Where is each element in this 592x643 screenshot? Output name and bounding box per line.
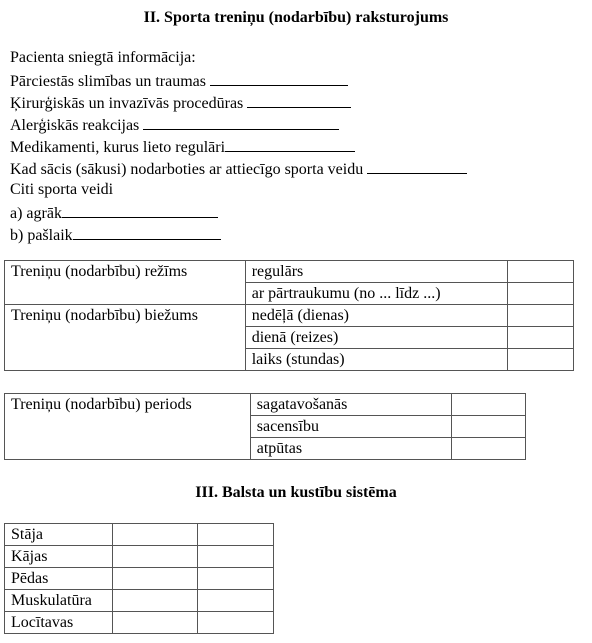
other-sports-now (10, 225, 221, 245)
field-allergic-reactions (10, 115, 339, 135)
frequency-option: nedēļā (dienas) (245, 305, 508, 327)
field-blank-line[interactable] (367, 159, 467, 174)
table-row (5, 524, 274, 546)
answer-cell[interactable] (508, 349, 574, 371)
field-surgical-procedures (10, 93, 351, 113)
answer-cell[interactable] (198, 546, 274, 568)
table-row (5, 590, 274, 612)
patient-info-intro: Pacienta sniegtā informācija: (10, 49, 196, 66)
frequency-option: laiks (stundas) (245, 349, 508, 371)
table-row (5, 394, 526, 416)
answer-cell[interactable] (452, 394, 526, 416)
field-blank-line[interactable] (210, 71, 348, 86)
field-blank-line[interactable] (73, 225, 221, 240)
other-sports-earlier (10, 203, 218, 223)
field-label: Pārciestās slimības un traumas (10, 73, 210, 90)
field-label: Kad sācis (sākusi) nodarboties ar attiecīgo sporta veidu (10, 161, 368, 178)
answer-cell[interactable] (452, 438, 526, 460)
field-sport-start (10, 159, 467, 179)
row-label: Muskulatūra (5, 590, 113, 612)
answer-cell[interactable] (112, 612, 198, 634)
training-regime-table (4, 260, 574, 371)
training-period-table (4, 393, 526, 460)
field-label: Medikamenti, kurus lieto regulāri (10, 139, 226, 156)
answer-cell[interactable] (198, 568, 274, 590)
answer-cell[interactable] (198, 590, 274, 612)
answer-cell[interactable] (112, 568, 198, 590)
period-option: sacensību (250, 416, 452, 438)
musculoskeletal-table (4, 523, 274, 634)
row-label: Stāja (5, 524, 113, 546)
answer-cell[interactable] (198, 524, 274, 546)
row-label: Kājas (5, 546, 113, 568)
field-blank-line[interactable] (62, 203, 218, 218)
answer-cell[interactable] (508, 261, 574, 283)
other-sports-label: Citi sporta veidi (10, 181, 114, 198)
answer-cell[interactable] (112, 590, 198, 612)
period-label: Treniņu (nodarbību) periods (5, 394, 251, 460)
table-row (5, 612, 274, 634)
field-blank-line[interactable] (143, 115, 339, 130)
field-label: Ķirurģiskās un invazīvās procedūras (10, 95, 248, 112)
field-label: a) agrāk (10, 205, 62, 222)
answer-cell[interactable] (112, 524, 198, 546)
row-label: Pēdas (5, 568, 113, 590)
period-option: atpūtas (250, 438, 452, 460)
regime-label: Treniņu (nodarbību) režīms (5, 261, 246, 305)
table-row (5, 568, 274, 590)
field-illnesses-injuries (10, 71, 348, 91)
field-label: b) pašlaik (10, 227, 73, 244)
table-row (5, 305, 574, 327)
section-3-title: III. Balsta un kustību sistēma (195, 484, 397, 501)
table-row (5, 261, 574, 283)
regime-option: regulārs (245, 261, 508, 283)
field-regular-medications (10, 137, 355, 157)
row-label: Locītavas (5, 612, 113, 634)
answer-cell[interactable] (508, 283, 574, 305)
table-row (5, 546, 274, 568)
section-2-title: II. Sporta treniņu (nodarbību) raksturojums (143, 9, 449, 26)
answer-cell[interactable] (508, 305, 574, 327)
frequency-label: Treniņu (nodarbību) biežums (5, 305, 246, 371)
regime-option: ar pārtraukumu (no ... līdz ...) (245, 283, 508, 305)
answer-cell[interactable] (198, 612, 274, 634)
field-label: Alerģiskās reakcijas (10, 117, 144, 134)
answer-cell[interactable] (508, 327, 574, 349)
field-blank-line[interactable] (247, 93, 351, 108)
period-option: sagatavošanās (250, 394, 452, 416)
answer-cell[interactable] (112, 546, 198, 568)
field-blank-line[interactable] (225, 137, 355, 152)
frequency-option: dienā (reizes) (245, 327, 508, 349)
answer-cell[interactable] (452, 416, 526, 438)
